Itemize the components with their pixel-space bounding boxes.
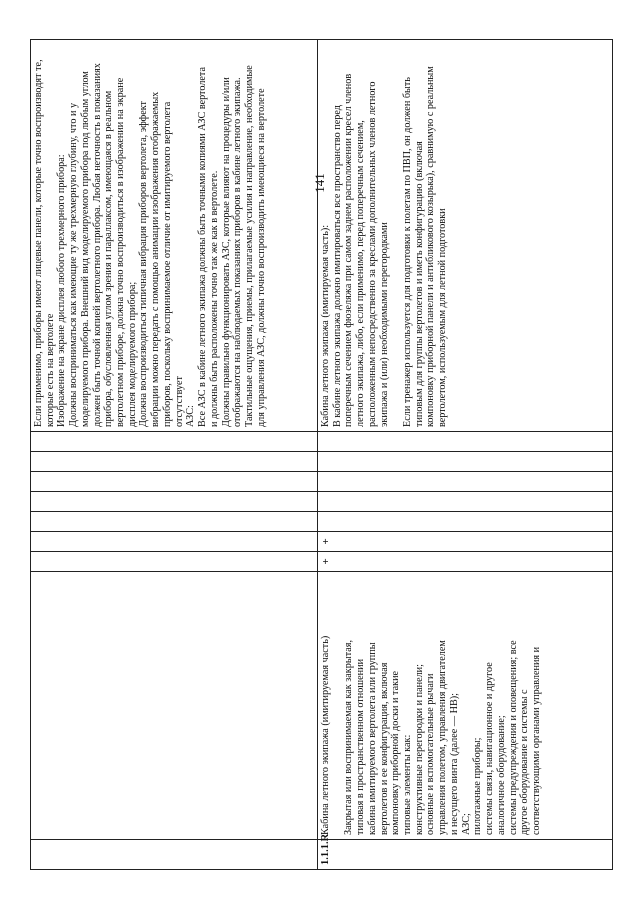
text-line: вертолетом, используемым для летной подготовки (437, 208, 449, 427)
mark-cell (318, 512, 613, 532)
text-line: летного экипажа, либо, если применимо, перед поперечным сечением, (355, 120, 367, 427)
name-line: типовая в пространственном отношении (355, 658, 367, 835)
name-line: соответствующими органами управления и (530, 646, 542, 835)
name-line: управления полетом, управления двигателем (437, 640, 449, 835)
name-line: вертолетов и ее конфигурация, включая (378, 662, 390, 835)
text-line: Если тренажер используется для подготовки к полетам по ПВП, он должен быть (402, 77, 414, 427)
text-line: типовым для группы вертолетов и иметь конфигурацию (включая (413, 141, 425, 427)
text-line: должен быть точной копией вертолетного прибора. Любая неточность в показаниях (91, 63, 103, 427)
text-line: поперечным сечением фюзеляжа при самом заднем расположении кресел членов (343, 73, 355, 427)
table-row (31, 40, 318, 870)
plus-mark: + (318, 532, 613, 552)
name-line: Закрытая или воспринимаемая как закрытая, (343, 639, 355, 835)
mark-cell (318, 432, 613, 452)
text-line: приборов, поскольку воспринимаемое отличие от имитируемого вертолета (161, 101, 173, 427)
mark-cell (31, 552, 318, 572)
name-line: системы предупреждения и оповещения; все (507, 640, 519, 835)
text-line: Изображение на экране дисплея любого трехмерного прибора: (56, 154, 68, 427)
text-line: Если применимо, приборы имеют лицевые панели, которые точно воспроизводят те, (33, 59, 44, 427)
text-line: В кабине летного экипажа должно имитироваться все пространство перед (331, 105, 343, 427)
name-line: и несущего винта (далее — НВ); (448, 693, 460, 835)
name-line (332, 576, 344, 835)
text-line: Должны правильно функционировать АЗС, которые влияют на процедуры и/или (220, 77, 232, 427)
requirements-table-wrapper (30, 40, 604, 870)
name-line: компоновку приборной доски и такие (390, 670, 402, 835)
text-line: для управления АЗС, должны точно воспроизводить имеющиеся на вертолете (255, 88, 267, 427)
name-line: другое оборудование и системы с (519, 689, 531, 835)
row-name (31, 572, 318, 840)
text-line: вертолетном приборе, должна точно воспроизводиться в изображении на экране (115, 77, 127, 427)
mark-cell (318, 472, 613, 492)
mark-cell (318, 452, 613, 472)
requirements-table (30, 39, 613, 870)
text-line: которые есть на вертолете (44, 313, 56, 427)
text-line: моделируемого прибора. Внешний вид моделируемого прибора под любым углом (79, 71, 91, 427)
name-line: кабина имитируемого вертолета или группы (366, 642, 378, 835)
text-line: Должна воспроизводиться типичная вибрация приборов вертолета, эффект (138, 100, 150, 427)
plus-mark: + (318, 552, 613, 572)
text-line: прибора, обусловленная углом зрения и параллаксом, имеющаяся в реальном (103, 90, 115, 427)
text-line: отсутствует (173, 376, 185, 427)
page-number: 141 (312, 173, 327, 193)
requirements-text (318, 40, 613, 432)
mark-cell (31, 512, 318, 532)
name-line: Кабина летного экипажа (имитируемая часть) (320, 635, 331, 835)
mark-cell (318, 492, 613, 512)
text-line: дисплея моделируемого прибора; (126, 281, 138, 427)
name-line: конструктивные перегородки и панели; (413, 664, 425, 835)
text-line: Должны восприниматься как имеющие ту же трехмерную глубину, что и у (68, 102, 80, 427)
row-name (318, 572, 613, 840)
text-line: вибрации можно передать с помощью анимации изображения отображаемых (150, 91, 162, 427)
mark-cell (31, 492, 318, 512)
table-row (318, 40, 613, 870)
text-line: экипажа и (или) необходимыми перегородками (378, 222, 390, 427)
text-line: компоновку приборной панели и антибликового козырька), сравнимую с реальным (425, 66, 437, 427)
text-line: Тактильные ощущения, приемы, прилагаемые усилия и направление, необходимые (243, 65, 255, 427)
text-line (390, 44, 402, 427)
row-number: 1.1.1.R (318, 840, 613, 870)
text-line: и должны быть расположены точно так же как в вертолете. (208, 170, 220, 427)
text-line: АЗС: (185, 405, 197, 427)
name-line: типовые элементы как: (402, 734, 414, 835)
text-line: Кабина летного экипажа (имитируемая часть): (320, 224, 331, 427)
requirements-text (31, 40, 318, 432)
mark-cell (31, 452, 318, 472)
mark-cell (31, 472, 318, 492)
text-line: отображаются на наблюдаемых показаниях приборов в кабине летного экипажа. (232, 77, 244, 427)
name-line: основные и вспомогательные рычаги (425, 673, 437, 835)
name-line: пилотажные приборы; (472, 737, 484, 835)
name-line: АЗС; (460, 813, 472, 835)
name-line: системы связи, навигационное и другое (484, 662, 496, 835)
row-number (31, 840, 318, 870)
text-line: расположенным непосредственно за креслами дополнительных членов летного (366, 81, 378, 427)
text-line: Все АЗС в кабине летного экипажа должны быть точными копиями АЗС вертолета (197, 66, 209, 427)
name-line: аналогичное оборудование; (495, 715, 507, 835)
mark-cell (31, 532, 318, 552)
mark-cell (31, 432, 318, 452)
